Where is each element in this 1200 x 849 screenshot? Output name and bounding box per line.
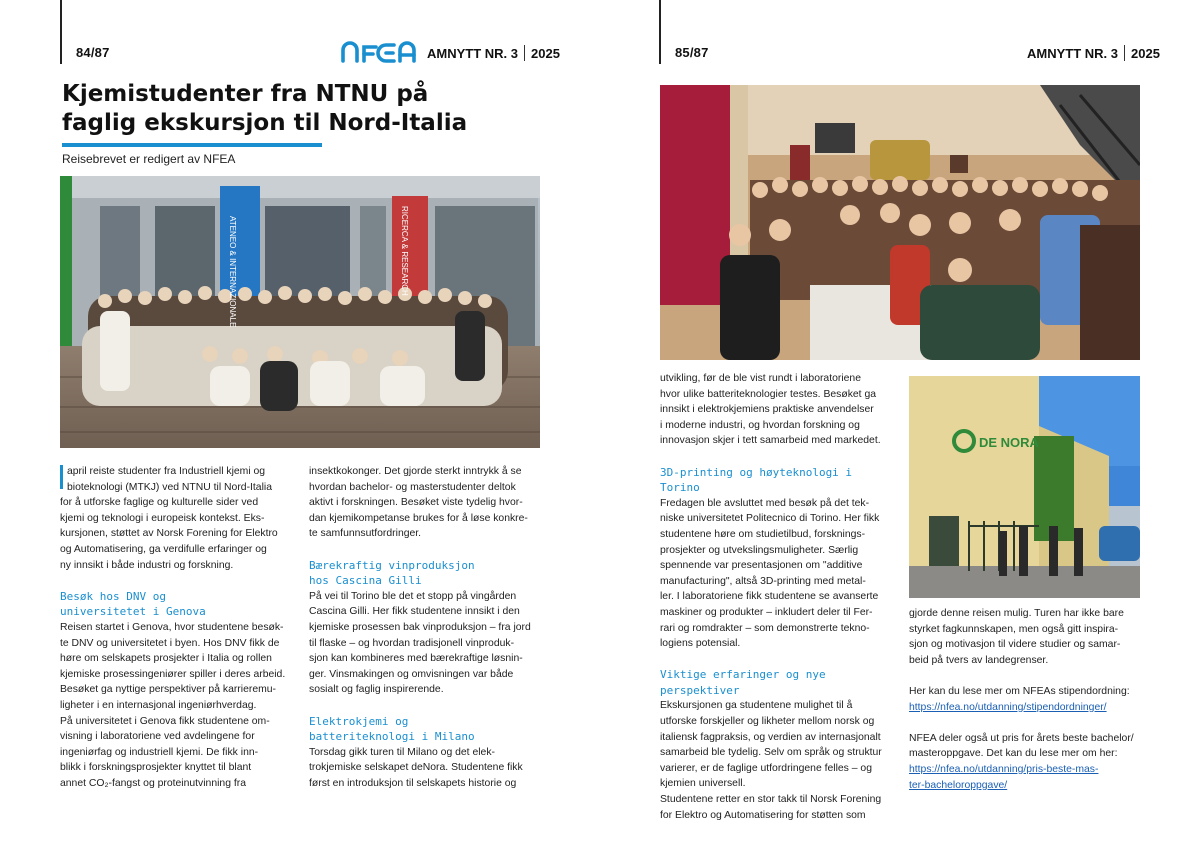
photo-sign-left: ATENEO & INTERNAZIONALE <box>228 216 237 328</box>
text-line: studentene høre om studietilbud, forsknings- <box>660 528 866 540</box>
heading-line: Besøk hos DNV og <box>60 589 166 603</box>
text-line: visning i laboratoriene ved avdelingene for <box>60 731 255 743</box>
text-line: kjemiske prosessen bak vinproduksjon – fra jord <box>309 621 531 633</box>
magazine-name: AMNYTT NR. 3 <box>1027 45 1118 61</box>
heading-line: Bærekraftig vinproduksjon <box>309 558 475 572</box>
text-line: april reiste studenter fra Industriell kjemi og <box>67 466 266 477</box>
page-number: 84/87 <box>76 45 110 60</box>
text-line: rari og romdrakter – som demonstrerte tekno- <box>660 622 870 634</box>
text-line: prosjekter og utvekslingsmuligheter. Særlig <box>660 544 859 556</box>
section-heading: Viktige erfaringer og nye perspektiver <box>660 668 826 697</box>
text-line: utvikling, før de ble vist rundt i laboratoriene <box>660 373 861 384</box>
magazine-year: 2025 <box>1131 45 1160 61</box>
title-underline <box>62 143 322 147</box>
running-header <box>1027 45 1160 61</box>
text-line: Studentene retter en stor takk til Norsk Forening <box>660 794 882 806</box>
text-line: høre om selskapets prosjekter i Italia og rollen <box>60 653 272 665</box>
link-line[interactable]: ter-bacheloroppgave/ <box>909 779 1008 791</box>
page-rule <box>659 0 661 64</box>
text-line: og Automatisering, ga verdifulle erfaringer og <box>60 543 267 555</box>
text-line: samarbeid ble tydelig. Selv om språk og struktur <box>660 747 882 759</box>
text-line: styrket fagkunnskapen, men også gitt inspira- <box>909 623 1119 635</box>
text-line: På universitetet i Genova fikk studentene om- <box>60 715 270 727</box>
title-line-2: faglig ekskursjon til Nord-Italia <box>62 110 468 136</box>
left-column-2 <box>309 464 541 791</box>
right-column-2 <box>909 606 1141 793</box>
text-line: ger. Vinsmakingen og omvisningen var både <box>309 668 514 680</box>
heading-line: batteriteknologi i Milano <box>309 730 475 744</box>
text-line: Torsdag gikk turen til Milano og det elek- <box>309 746 495 758</box>
drop-bar <box>60 465 63 489</box>
text-line: beid på tvers av landegrenser. <box>909 654 1049 666</box>
link-line[interactable]: https://nfea.no/utdanning/pris-beste-mas- <box>909 763 1099 775</box>
text-line: sjon kan kombineres med bærekraftige løsnin- <box>309 653 523 665</box>
intro-paragraph <box>60 464 292 573</box>
text-line: varierer, er de faglige utfordringene felles – og <box>660 762 872 774</box>
text-line: ler. I laboratoriene fikk studentene se avanserte <box>660 591 879 603</box>
section-heading <box>309 558 541 589</box>
text-line: for å utforske faglige og kulturelle sider ved <box>60 497 259 509</box>
text-line: innovasjon skjer i tett samarbeid med markedet. <box>660 435 881 447</box>
text-line: Fredagen ble avsluttet med besøk på det tek- <box>660 497 870 509</box>
text-line: for Elektro og Automatisering for støtten som <box>660 809 866 821</box>
text-line: Her kan du lese mer om NFEAs stipendordning: <box>909 685 1130 697</box>
text-line: maskiner og produkter – inkludert deler til Fer- <box>660 606 873 618</box>
text-line: ingeniørfag og industriell kjemi. De fikk inn- <box>60 746 259 758</box>
text-line: hvordan bachelor- og masterstudenter deltok <box>309 481 516 493</box>
text-line: insektkokonger. Det gjorde sterkt inntrykk å se <box>309 466 522 477</box>
text-line: spennende var presentasjonen om "additive <box>660 560 863 572</box>
nfea-logo <box>340 39 420 65</box>
denora-building-photo <box>909 376 1140 598</box>
text-line: sosialt og faglig inspirerende. <box>309 684 444 696</box>
text-line: utforske forskjeller og likheter mellom norsk og <box>660 716 875 728</box>
magazine-year: 2025 <box>531 45 560 61</box>
text-line: innsikt i elektrokjemiens praktiske anvendelser <box>660 404 874 416</box>
text-line: i moderne industri, og hvordan forskning og <box>660 419 860 431</box>
magazine-name: AMNYTT NR. 3 <box>427 45 518 61</box>
text-line: sjon og motivasjon til videre studier og samar- <box>909 639 1121 651</box>
page-number: 85/87 <box>675 45 709 60</box>
prize-link[interactable] <box>909 764 1098 791</box>
text-line: Reisen startet i Genova, hvor studentene besøk- <box>60 621 284 633</box>
text-line: aktivt i forskningen. Besøket viste tydelig hvor- <box>309 497 523 509</box>
text-line: niske universitetet Politecnico di Torino. Her fikk <box>660 513 880 525</box>
text-line: hvor ulike batteriteknologier testes. Besøket ga <box>660 388 877 400</box>
text-line: kjemiske prosessingeniører spiller i deres arbeid. <box>60 668 286 680</box>
text-line: te samfunnsutfordringer. <box>309 528 422 540</box>
right-page <box>600 0 1200 849</box>
text-line: manufacturing", altså 3D-printing med metal- <box>660 575 866 587</box>
text-line: trokjemiske selskapet deNora. Studentene fikk <box>309 762 523 774</box>
text-line: annet CO₂-fangst og proteinutvinning fra <box>60 777 246 789</box>
heading-line: universitetet i Genova <box>60 605 206 619</box>
section-heading <box>309 714 541 745</box>
text-line: Besøket ga nyttige perspektiver på karrieremu- <box>60 684 276 696</box>
text-line: Cascina Gilli. Her fikk studentene innsikt i den <box>309 606 520 618</box>
text-line: først en introduksjon til selskapets historie og <box>309 777 517 789</box>
text-line: gjorde denne reisen mulig. Turen har ikke bare <box>909 608 1124 619</box>
scholarship-link[interactable]: https://nfea.no/utdanning/stipendordninger/ <box>909 701 1107 713</box>
heading-line: Elektrokjemi og <box>309 714 409 728</box>
text-line: kjemien universell. <box>660 778 746 790</box>
text-line: kjemi og teknologi i europeisk kontekst. Eks- <box>60 512 265 524</box>
running-header <box>427 45 560 61</box>
text-line: masteroppgave. Det kan du lese mer om her: <box>909 748 1118 760</box>
text-line: te DNV og universitetet i byen. Hos DNV fikk de <box>60 637 280 649</box>
text-line: kursjonen, støttet av Norsk Forening for Elektro <box>60 528 278 540</box>
text-line: dan kjemikompetanse brukes for å løse konkre- <box>309 512 528 524</box>
text-line: På vei til Torino ble det et stopp på vingården <box>309 590 517 602</box>
right-column-1 <box>660 371 892 823</box>
text-line: NFEA deler også ut pris for årets beste bachelor/ <box>909 732 1134 744</box>
text-line: til flaske – og hvordan tradisjonell vinproduk- <box>309 637 515 649</box>
left-column-1 <box>60 464 292 791</box>
text-line: Ekskursjonen ga studentene mulighet til å <box>660 700 853 712</box>
text-line: logiens potensial. <box>660 638 741 650</box>
page-rule <box>60 0 62 64</box>
group-photo-dinner <box>660 85 1140 360</box>
header-separator <box>524 45 525 61</box>
byline: Reisebrevet er redigert av NFEA <box>62 152 236 166</box>
photo-sign-right: RICERCA & RESEARCH <box>400 206 409 296</box>
section-heading <box>60 589 292 620</box>
text-line: italiensk fagpraksis, og verdien av internasjonalt <box>660 731 881 743</box>
header-separator <box>1124 45 1125 61</box>
text-line: ny innsikt i både industri og forskning. <box>60 559 234 571</box>
text-line: bioteknologi (MTKJ) ved NTNU til Nord-Italia <box>67 481 272 493</box>
text-line: blikk i forskningsprosjekter knyttet til blant <box>60 762 252 774</box>
heading-line: hos Cascina Gilli <box>309 574 422 588</box>
text-line: ligheter i en internasjonal ingeniørhverdag. <box>60 699 257 711</box>
article-title <box>62 80 532 138</box>
section-heading: 3D-printing og høyteknologi i Torino <box>660 465 853 495</box>
group-photo-genova <box>60 176 540 448</box>
title-line-1: Kjemistudenter fra NTNU på <box>62 81 429 107</box>
photo-sign: DE NORA <box>979 435 1039 450</box>
